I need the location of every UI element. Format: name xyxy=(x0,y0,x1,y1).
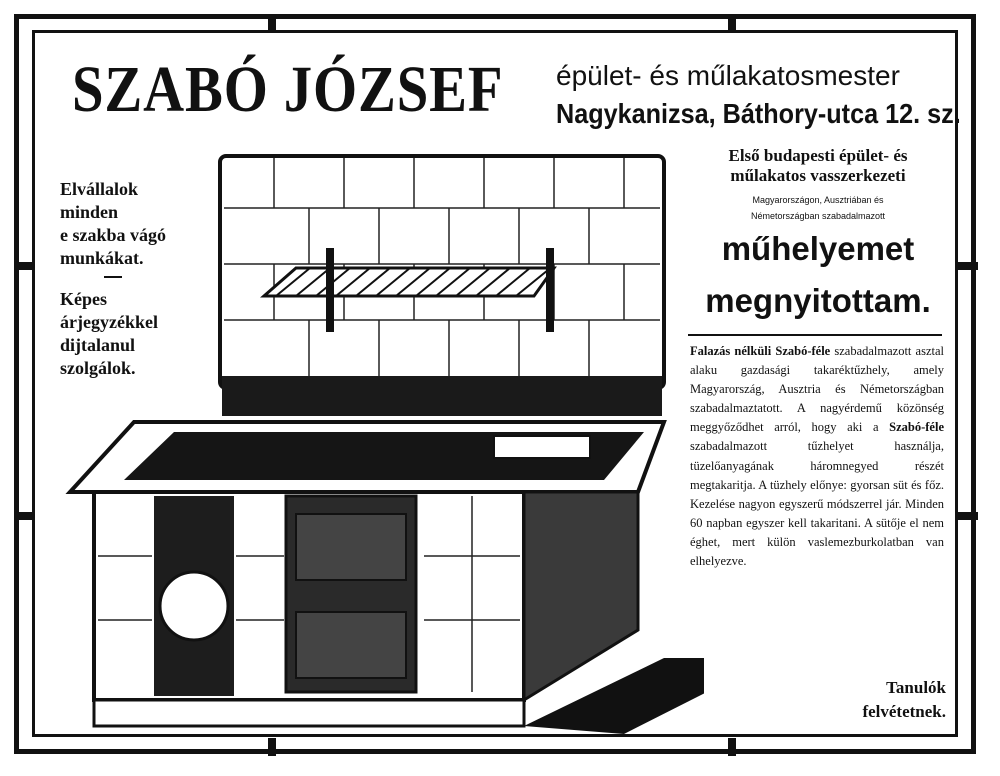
apprentice-notice-line-2: felvétetnek. xyxy=(862,702,946,721)
border-ornament-left-bottom xyxy=(14,512,34,520)
product-name-mid: Szabó-féle xyxy=(889,420,944,435)
product-name-intro: Falazás nélküli Szabó-féle xyxy=(690,344,831,358)
description-part-1: szabadalmazott asztal alaku gazdasági takaréktűzhely, amely Magyarország, Ausztria és Németországban szabadalmaztatott. A nagyérdemű közönség meggyőződhet arról, hogy aki a xyxy=(690,344,944,435)
border-ornament-bottom-right xyxy=(728,738,736,756)
stove-body xyxy=(94,492,704,734)
workshop-heading-line-1: Első budapesti épület- és xyxy=(728,146,908,165)
patent-note-line-1: Magyarországon, Ausztriában és xyxy=(752,195,884,205)
offer-line-4: munkákat. xyxy=(60,248,144,268)
cooktop xyxy=(70,422,664,492)
offer-line-2: minden xyxy=(60,202,119,222)
workshop-heading-line-2: műlakatos vasszerkezeti xyxy=(730,166,906,185)
offer-line-1: Elvállalok xyxy=(60,179,139,199)
patent-note xyxy=(688,192,948,224)
border-ornament-right-top xyxy=(958,262,978,270)
catalog-line-1: Képes xyxy=(60,289,107,309)
horizontal-rule xyxy=(688,334,942,336)
workshop-heading xyxy=(688,146,948,186)
stove-illustration xyxy=(64,150,704,740)
trade-description: épület- és műlakatosmester xyxy=(556,60,900,91)
advertiser-name: SZABÓ JÓZSEF xyxy=(72,53,504,126)
address-line: Nagykanizsa, Báthory-utca 12. sz. xyxy=(556,98,961,129)
border-ornament-bottom-left xyxy=(268,738,276,756)
catalog-line-3: dijtalanul xyxy=(60,335,136,355)
apprentice-notice-line-1: Tanulók xyxy=(886,678,946,697)
patent-note-line-2: Németországban szabadalmazott xyxy=(750,211,886,221)
border-ornament-top-right xyxy=(728,14,736,32)
product-description xyxy=(690,342,944,571)
border-ornament-top-left xyxy=(268,14,276,32)
description-part-2: szabadalmazott tűzhelyet használja, tüzelőanyagának háromnegyed részét megtakaritja. A tüzhely előnye: gyorsan süt és főz. Kezelése nagyon egyszerű módszerrel jár. Minden 60 napban egyszer kell takaritani. A sütője el nem éghet, mert külön vaslemezburkolatban van elhelyezve. xyxy=(690,439,944,569)
catalog-line-4: szolgálok. xyxy=(60,358,136,378)
headline-word-1: műhelyemet xyxy=(721,230,915,267)
border-ornament-left-top xyxy=(14,262,34,270)
apprentice-notice xyxy=(800,676,946,724)
catalog-line-2: árjegyzékkel xyxy=(60,312,158,332)
border-ornament-right-bottom xyxy=(958,512,978,520)
headline-word-2: megnyitottam. xyxy=(705,282,931,319)
offer-line-3: e szakba vágó xyxy=(60,225,167,245)
